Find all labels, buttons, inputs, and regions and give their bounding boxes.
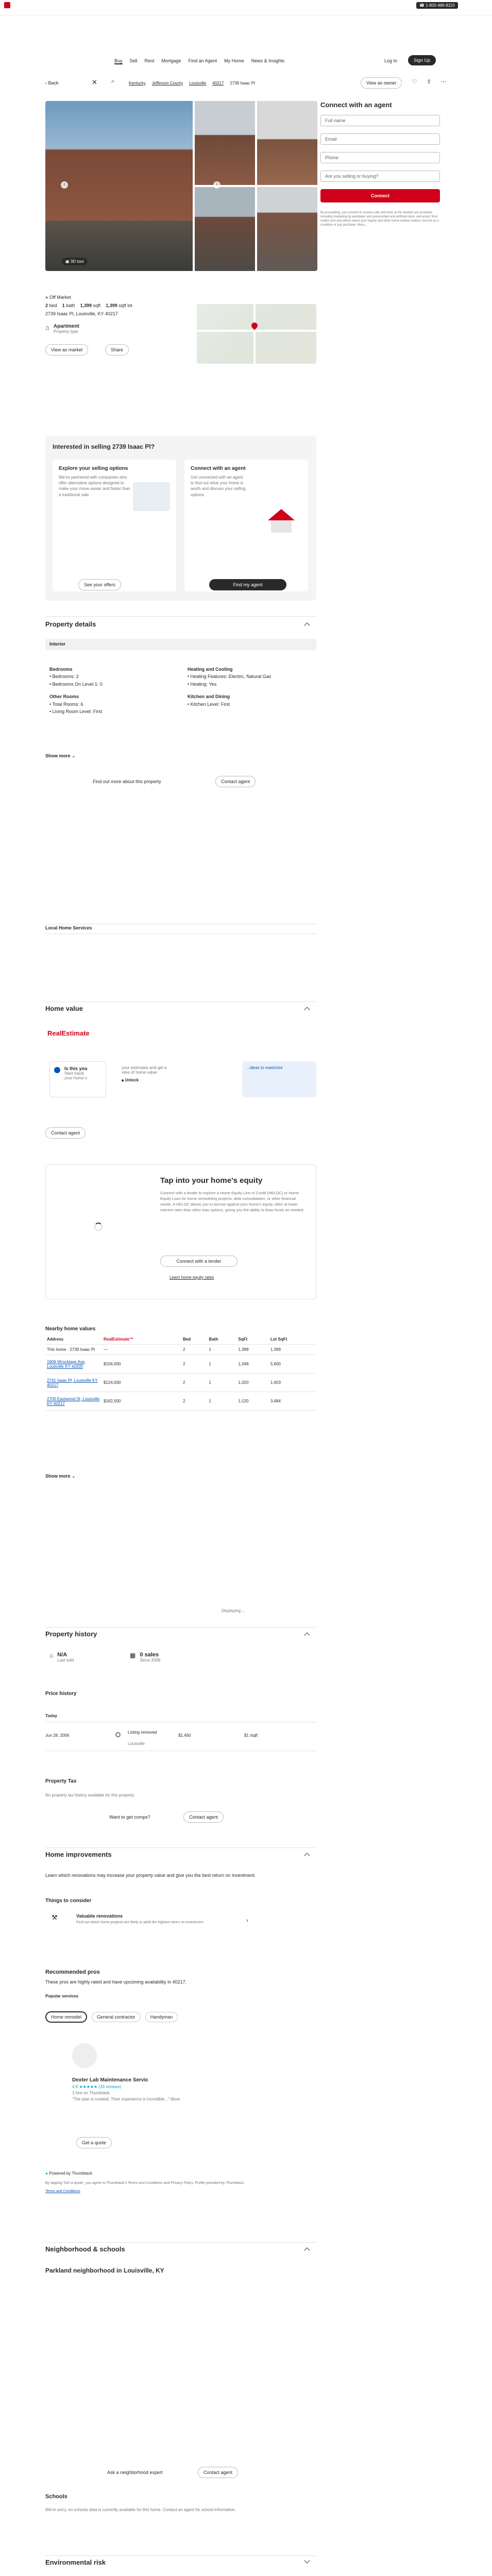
estimate-card-body: Start tracki xyxy=(64,1071,84,1076)
table-row[interactable]: 2700 Eastwood St, Louisville KY 40217 $162,000 2 1 1,120 3,484 xyxy=(45,1392,316,1411)
neighborhood-divider xyxy=(45,2242,316,2243)
sales-value: 0 sales xyxy=(140,1652,159,1658)
lot-fact: 1,399 sqft lot xyxy=(106,303,132,308)
thumbtack-legal: By tapping 'Get a quote', you agree to Thumbtack's Terms and Conditions and Privacy Policy. Profile provided by Thumbtack. xyxy=(45,2181,245,2185)
show-more-details-link[interactable]: Show more ⌄ xyxy=(45,753,76,758)
see-offers-button[interactable]: See your offers xyxy=(78,579,121,590)
history-divider xyxy=(45,1627,316,1628)
ask-expert-text: Ask a neighborhood expert xyxy=(107,2470,163,2475)
pill-home-remodel[interactable]: Home remodel xyxy=(45,2011,87,2023)
bedrooms-item: • Bedrooms: 2 xyxy=(49,674,79,680)
details-contact-agent-button[interactable]: Contact agent xyxy=(215,776,256,787)
sales-stat xyxy=(130,1652,160,1663)
heating-heading: Heating and Cooling xyxy=(188,667,233,672)
property-type xyxy=(45,324,79,334)
popular-title: Popular services xyxy=(45,1994,79,1998)
selling-title: Interested in selling 2739 Isaac Pl? xyxy=(53,443,155,450)
estimate-card-right: ...ideas to maximize xyxy=(242,1061,316,1097)
tour-badge[interactable]: ▣ 3D tour xyxy=(62,258,88,265)
crumb-state[interactable]: Kentucky xyxy=(129,81,146,86)
chevron-down-icon[interactable] xyxy=(304,2557,310,2563)
local-home-services-title: Local Home Services xyxy=(45,925,92,930)
history-contact-button[interactable]: Contact agent xyxy=(183,1811,224,1823)
status-dot-icon: ● xyxy=(45,295,49,300)
history-today: Today xyxy=(45,1714,57,1718)
other-rooms-heading: Other Rooms xyxy=(49,694,79,700)
last-sold-text xyxy=(57,1652,74,1663)
property-history-title: Property history xyxy=(45,1630,97,1638)
estimate-card-body-2: your home v xyxy=(64,1076,88,1080)
last-sold-value: N/A xyxy=(57,1652,67,1658)
env-divider xyxy=(45,2555,316,2556)
lock-icon: 🔒︎ xyxy=(122,1078,125,1082)
thumbtack-terms-link[interactable]: Terms and Conditions xyxy=(45,2190,80,2193)
schools-title: Schools xyxy=(45,2494,67,2500)
interior-tab[interactable] xyxy=(45,639,316,650)
schools-body: We're sorry, no schools data is currently available for this home. Contact an agent for school information. xyxy=(45,2507,236,2512)
improve-body: Learn which renovations may increase your property value and give you the best return on investment. xyxy=(45,1873,256,1878)
interior-tab-label: Interior xyxy=(49,641,66,647)
crumb-zip[interactable]: 40217 xyxy=(212,81,224,86)
heating-item: • Heating Features: Electric, Natural Gas xyxy=(188,674,272,680)
login-link[interactable]: Log In xyxy=(384,58,398,63)
table-header-row xyxy=(45,1334,316,1345)
home-improvements-title: Home improvements xyxy=(45,1851,112,1858)
house-icon xyxy=(268,509,295,520)
estimate-card-middle-body-2: view of home value. xyxy=(122,1070,158,1075)
map-road xyxy=(197,330,316,332)
renovations-body: Find out which home projects are likely to yield the highest return on investment xyxy=(76,1921,203,1924)
history-sqft: $1 /sqft xyxy=(244,1733,258,1738)
chevron-right-icon: › xyxy=(246,1918,248,1924)
tab-buy[interactable]: Buy xyxy=(114,58,123,63)
pro-avatar xyxy=(72,2043,97,2068)
col-sqft: SqFt xyxy=(237,1334,269,1345)
map-road-2 xyxy=(253,304,256,364)
heating-group xyxy=(188,666,301,708)
last-sold-stat xyxy=(49,1652,74,1663)
history-price: $1,450 xyxy=(178,1733,191,1738)
bedrooms-item: • Bedrooms On Level 1: 0 xyxy=(49,681,103,687)
tab-mortgage[interactable]: Mortgage xyxy=(161,58,181,63)
thumbtack-powered: ● Powered by Thumbtack xyxy=(45,2171,92,2176)
property-tax-title: Property Tax xyxy=(45,1778,77,1784)
nearby-table-grid xyxy=(45,1334,316,1411)
chevron-up-icon[interactable] xyxy=(304,622,310,628)
full-name-input[interactable]: Full name xyxy=(320,115,440,126)
back-button[interactable]: ‹ Back xyxy=(45,80,59,86)
building-icon: ⌂ xyxy=(45,324,49,331)
neighborhood-subtitle: Parkland neighborhood in Louisville, KY xyxy=(45,2267,164,2274)
tab-news[interactable]: News & Insights xyxy=(251,58,285,63)
pill-general-contractor[interactable]: General contractor xyxy=(92,2012,141,2022)
toolbar-icons xyxy=(412,78,446,85)
tools-icon: ⚒ xyxy=(52,1913,58,1921)
view-as-market-button[interactable]: View as market xyxy=(45,344,88,355)
photo-tile-3[interactable] xyxy=(195,187,255,271)
renovations-card[interactable] xyxy=(45,1910,251,1933)
chevron-up-icon[interactable] xyxy=(304,1853,310,1858)
pro-hire: 1 hire on Thumbtack xyxy=(72,2091,110,2095)
other-rooms-item: • Total Rooms: 6 xyxy=(49,701,83,707)
tag-icon: ⌂ xyxy=(49,1652,54,1659)
connect-agent-body: Get connected with an agent to find out what your home is worth and discuss your selling options. xyxy=(191,475,246,497)
calendar-icon: ▦ xyxy=(130,1652,136,1659)
crumb-city[interactable]: Louisville xyxy=(189,81,207,86)
property-tax-body: No property tax history available for this property. xyxy=(45,1793,135,1798)
listing-address: 2739 Isaac Pl, Louisville, KY 40217 xyxy=(45,311,118,316)
equity-body: Connect with a lender to explore a Home Equity Line of Credit (HELOC) or Home Equity Loan for home remodeling projects, debt consolidation, or other financial needs. A HELOC allows you to borrow against your home's equity, often at lower interest rates than other loan options, giving you the ability to draw funds as needed. xyxy=(160,1191,304,1212)
other-rooms-item: • Living Room Level: First xyxy=(49,708,103,714)
property-type-label: Property type xyxy=(53,329,78,334)
house-body xyxy=(271,520,292,533)
col-estimate: RealEstimate™ xyxy=(102,1334,181,1345)
sqft-fact: 1,399 sqft xyxy=(80,303,101,308)
renovations-title: Valuable renovations xyxy=(76,1913,123,1919)
property-type-value: Apartment xyxy=(53,324,79,329)
tab-find-agent[interactable]: Find an Agent xyxy=(188,58,217,63)
breadcrumb xyxy=(129,81,255,86)
bedrooms-heading: Bedrooms xyxy=(49,667,73,672)
selling-options-illustration xyxy=(133,482,170,511)
phone-input[interactable]: Phone xyxy=(320,152,440,163)
pros-title: Recommended pros xyxy=(45,1969,100,1975)
thumbtack-icon: ● xyxy=(45,2171,49,2176)
last-sold-label: Last sold xyxy=(57,1658,74,1663)
selling-buying-select[interactable]: Are you selling or buying? xyxy=(320,171,440,182)
things-title: Things to consider xyxy=(45,1898,92,1904)
history-date: Jun 28, 2006 xyxy=(45,1733,70,1738)
pros-body: These pros are highly rated and have upcoming availability in 40217. xyxy=(45,1979,187,1985)
equity-card xyxy=(45,1164,316,1299)
agent-form-card xyxy=(320,101,440,307)
table-row[interactable]: 2741 Isaac Pl, Louisville KY 40217 $124,000 2 1 1,020 1,403 xyxy=(45,1374,316,1392)
environmental-title: Environmental risk xyxy=(45,2558,106,2566)
chevron-down-icon: ⌄ xyxy=(72,1473,76,1479)
service-pills xyxy=(45,2011,181,2023)
estimate-card-middle xyxy=(117,1061,211,1097)
beds-fact: 2 bed xyxy=(45,303,57,308)
chevron-down-icon: ⌄ xyxy=(72,753,76,758)
heating-item: • Heating: Yes xyxy=(188,681,217,687)
sales-text xyxy=(140,1652,160,1663)
view-as-owner-button[interactable]: View as owner xyxy=(361,77,402,89)
table-row: This home · 2739 Isaac Pl — 2 1 1,399 1,399 xyxy=(45,1345,316,1355)
search-icon[interactable]: ⌕ xyxy=(111,78,115,84)
estimate-card-middle-body: your estimates and get a xyxy=(122,1065,167,1070)
col-bed: Bed xyxy=(181,1334,208,1345)
gallery-prev-icon[interactable]: ‹ xyxy=(61,181,68,189)
estimate-card-title: Is this you xyxy=(64,1066,88,1071)
connect-agent-title: Connect with an agent xyxy=(191,466,246,471)
kitchen-heading: Kitchen and Dining xyxy=(188,694,230,700)
property-details-title: Property details xyxy=(45,620,96,628)
gallery-next-icon[interactable]: › xyxy=(213,181,220,189)
nearby-table xyxy=(45,1334,316,1411)
estimate-card-left xyxy=(49,1061,106,1097)
spinner-icon xyxy=(94,1223,103,1231)
map-pin-icon xyxy=(250,321,259,330)
phone-icon: ☎ xyxy=(419,3,426,8)
nearby-legal: Displaying.... xyxy=(222,1608,245,1613)
timeline-dot-icon xyxy=(115,1732,121,1737)
col-lot: Lot SqFt xyxy=(269,1334,316,1345)
realtor-logo[interactable] xyxy=(4,2,10,8)
photo-tile-2[interactable] xyxy=(257,101,317,185)
selling-options-body: We've partnered with companies who offer alternative options designed to make your move easier and faster than a traditional sale. xyxy=(59,475,130,497)
photo-tile-1[interactable] xyxy=(195,101,255,185)
map-thumbnail[interactable] xyxy=(197,304,316,364)
ellipsis-icon[interactable]: ⋯ xyxy=(440,79,447,85)
chevron-up-icon[interactable] xyxy=(304,2247,310,2253)
email-input[interactable]: Email xyxy=(320,133,440,145)
pro-rating: 4.9 ★★★★★ (33 reviews) xyxy=(72,2084,121,2089)
chevron-left-icon: ‹ xyxy=(45,80,48,86)
property-type-text xyxy=(54,324,79,334)
col-address: Address xyxy=(45,1334,102,1345)
unlock-link[interactable]: 🔒︎ Unlock xyxy=(122,1078,139,1082)
heart-icon[interactable]: ♡ xyxy=(412,79,417,85)
agent-form-legal: By proceeding, you consent to receive calls and texts at the number you provided, including marketing by autodialer and prerecorded and artificial voice, and email, from realtor.com and others about your inquiry and other home-related matters, but not as a condition of any purchase. More... xyxy=(320,211,439,227)
phone-button[interactable]: ☎ 1-800-486-8110 xyxy=(416,2,458,9)
chevron-up-icon[interactable] xyxy=(304,1632,310,1638)
agent-illustration xyxy=(268,509,299,540)
sales-label: Since 2006 xyxy=(140,1658,161,1663)
kitchen-item: • Kitchen Level: First xyxy=(188,701,230,707)
get-quote-button[interactable]: Get a quote xyxy=(76,2137,112,2148)
tab-sell[interactable]: Sell xyxy=(129,58,138,63)
connect-button[interactable]: Connect xyxy=(320,189,440,202)
find-my-agent-button[interactable]: Find my agent xyxy=(209,579,286,590)
col-bath: Bath xyxy=(208,1334,237,1345)
history-event: Listing removed xyxy=(128,1730,157,1735)
crumb-address: 2739 Isaac Pl xyxy=(230,81,255,86)
home-value-title: Home value xyxy=(45,1005,83,1012)
find-out-more-text: Find out more about this property xyxy=(93,779,161,784)
cube-icon: ▣ xyxy=(65,259,71,264)
user-icon xyxy=(54,1067,60,1073)
price-history-title: Price history xyxy=(45,1691,77,1697)
equity-title: Tap into your home's equity xyxy=(160,1176,263,1185)
home-value-contact-button[interactable]: Contact agent xyxy=(45,1127,86,1139)
nav-tabs xyxy=(114,58,284,64)
share-icon[interactable]: ⇪ xyxy=(426,79,432,85)
listing-facts xyxy=(45,303,132,308)
photo-tile-4[interactable] xyxy=(257,187,317,271)
pro-quote: "The plan is created. Their experience is incredible..." More xyxy=(72,2097,180,2102)
selling-options-title: Explore your selling options xyxy=(59,466,128,471)
crumb-county[interactable]: Jefferson County xyxy=(151,81,183,86)
details-divider xyxy=(45,616,316,617)
neighborhood-title: Neighborhood & schools xyxy=(45,2245,125,2253)
listing-status: ● Off Market xyxy=(45,295,71,300)
connect-lender-button[interactable]: Connect with a lender xyxy=(160,1256,237,1267)
selling-options-card xyxy=(53,460,176,591)
selling-section xyxy=(45,436,316,601)
close-icon[interactable]: ✕ xyxy=(92,78,97,86)
learn-equity-link[interactable]: Learn home equity rates xyxy=(169,1275,214,1280)
tab-rent[interactable]: Rent xyxy=(144,58,155,63)
pill-handyman[interactable]: Handyman xyxy=(145,2012,178,2022)
signup-button[interactable]: Sign Up xyxy=(408,55,436,65)
realestimate-logo: RealEstimate xyxy=(47,1029,90,1037)
pro-card[interactable] xyxy=(72,2076,185,2103)
nearby-title: Nearby home values xyxy=(45,1326,96,1332)
pro-name[interactable]: Dexter Lab Maintenance Servic xyxy=(72,2077,148,2083)
tab-my-home[interactable]: My Home xyxy=(224,58,244,63)
neighborhood-contact-button[interactable]: Contact agent xyxy=(198,2467,238,2478)
share-button[interactable]: Share xyxy=(105,344,129,355)
table-row[interactable]: 1906 Wrocklage Ave, Louisville KY 40205 $156,000 2 1 1,048 5,600 xyxy=(45,1355,316,1374)
connect-agent-card xyxy=(184,460,308,591)
baths-fact: 1 bath xyxy=(62,303,75,308)
chevron-up-icon[interactable] xyxy=(304,1007,310,1012)
history-source: Louisville xyxy=(128,1741,145,1746)
bedrooms-group xyxy=(49,666,103,715)
agent-form-title: Connect with an agent xyxy=(320,101,392,109)
nearby-show-more[interactable]: Show more ⌄ xyxy=(45,1473,76,1479)
want-comps-text: Want to get comps? xyxy=(109,1815,150,1820)
